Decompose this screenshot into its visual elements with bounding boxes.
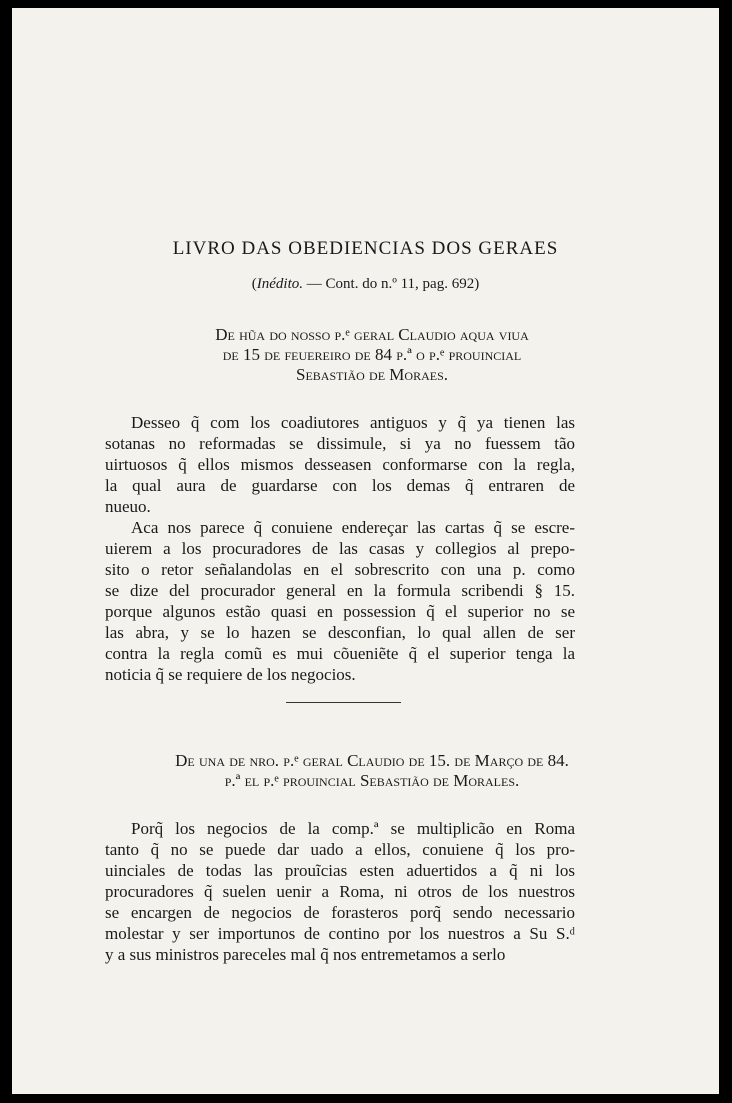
text-line: sotanas no reformadas se dissimule, si ya no fuessem tão	[105, 434, 575, 453]
heading-line: Sebastião de Moraes.	[296, 365, 448, 384]
subtitle-rest: — Cont. do n.º 11, pag. 692)	[303, 276, 480, 292]
text-line: uirtuosos q̃ ellos mismos desseasen conformarse con la regla,	[105, 455, 575, 474]
section-heading-1	[92, 325, 652, 385]
text-line: sito o retor señalandolas en el sobrescrito con una p. como	[105, 560, 575, 579]
text-line: se dize del procurador general en la formula scribendi § 15.	[105, 581, 575, 600]
text-line: noticia q̃ se requiere de los negocios.	[105, 665, 356, 684]
text-line: y a sus ministros pareceles mal q̃ nos entremetamos a serlo	[105, 945, 506, 964]
page-title: LIVRO DAS OBEDIENCIAS DOS GERAES	[172, 238, 559, 259]
text-line: porque algunos estão quasi en possession q̃ el superior no se	[105, 602, 575, 621]
text-line: Aca nos parece q̃ conuiene endereçar las cartas q̃ se escre-	[131, 518, 575, 537]
section-heading-2	[92, 751, 652, 791]
text-line: uinciales de todas las prouĩcias esten aduertidos a q̃ ni los	[105, 861, 575, 880]
text-line: uierem a los procuradores de las casas y collegios al prepo-	[105, 539, 575, 558]
text-line: procuradores q̃ suelen uenir a Roma, ni otros de los nuestros	[105, 882, 575, 901]
text-line: la qual aura de guardarse con los demas q̃ entraren de	[105, 476, 575, 495]
section-body-1	[105, 412, 575, 685]
text-line: tanto q̃ no se puede dar uado a ellos, conuiene q̃ los pro-	[105, 840, 575, 859]
subtitle-open: (	[251, 276, 257, 292]
text-line: contra la regla comũ es mui cõueniẽte q̃ el superior tenga la	[105, 644, 575, 663]
section-body-2	[105, 818, 575, 965]
text-line: Porq̃ los negocios de la comp.ª se multiplicão en Roma	[131, 819, 575, 838]
document-page	[12, 8, 719, 1094]
subtitle	[12, 276, 719, 293]
text-line: Desseo q̃ com los coadiutores antiguos y q̃ ya tienen las	[131, 413, 575, 432]
text-line: se encargen de negocios de forasteros porq̃ sendo necessario	[105, 903, 575, 922]
text-line: molestar y ser importunos de contino por los nuestros a Su S.ᵈ	[105, 924, 575, 943]
section-divider	[286, 702, 401, 703]
subtitle-italic: Inédito.	[256, 276, 304, 292]
text-line: las abra, y se lo hazen se desconfian, lo qual allen de ser	[105, 623, 575, 642]
heading-line: De una de nro. p.ᵉ geral Claudio de 15. de Março de 84.	[175, 751, 569, 770]
heading-line: de 15 de feuereiro de 84 p.ª o p.ᵉ prouincial	[222, 345, 522, 364]
heading-line: De hũa do nosso p.ᵉ geral Claudio aqua viua	[215, 325, 529, 344]
heading-line: p.ª el p.ᵉ prouincial Sebastião de Morales.	[224, 771, 520, 790]
text-line: nueuo.	[105, 497, 151, 516]
